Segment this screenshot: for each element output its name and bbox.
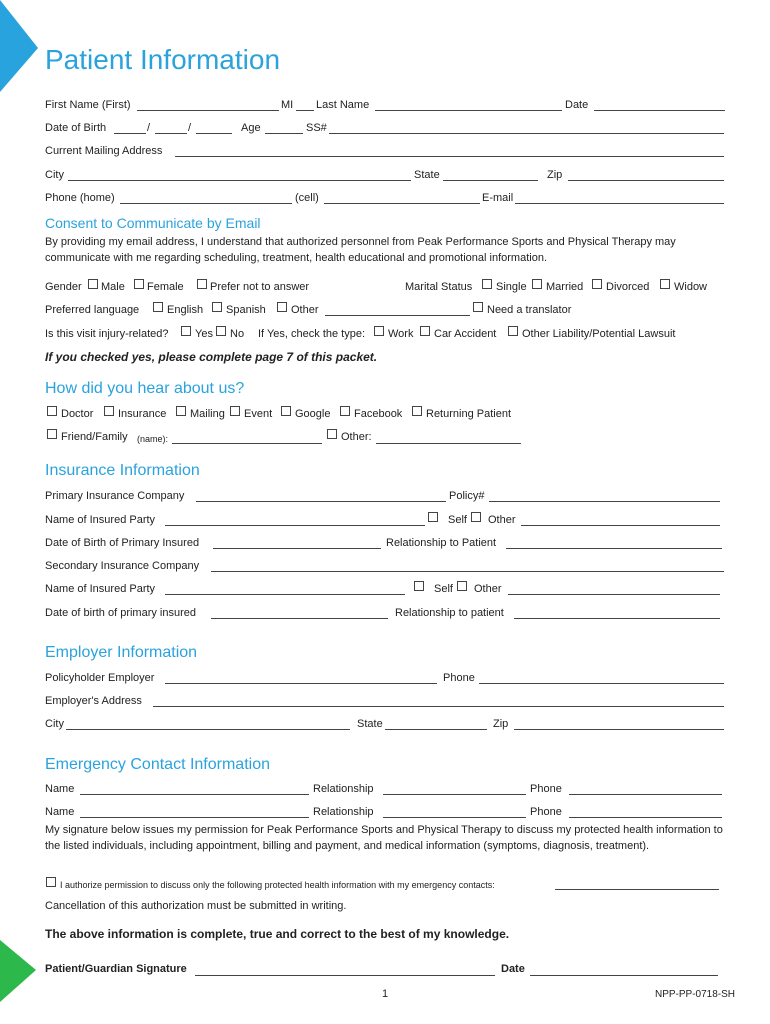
last-name-field[interactable] bbox=[375, 110, 562, 111]
hear-heading: How did you hear about us? bbox=[45, 380, 245, 397]
gender-female-checkbox[interactable] bbox=[134, 279, 144, 289]
injury-type-label: If Yes, check the type: bbox=[258, 328, 366, 340]
language-label: Preferred language bbox=[45, 304, 140, 316]
language-other-label: Other bbox=[291, 304, 319, 316]
insured-self-checkbox[interactable] bbox=[428, 512, 438, 522]
policyholder-field[interactable] bbox=[165, 683, 437, 684]
insured-party2-field[interactable] bbox=[165, 594, 405, 595]
insured-party-label: Name of Insured Party bbox=[45, 514, 156, 526]
emergency-name2-field[interactable] bbox=[80, 817, 309, 818]
language-spanish-checkbox[interactable] bbox=[212, 302, 222, 312]
gender-female-label: Female bbox=[147, 281, 184, 293]
mailing-field[interactable] bbox=[175, 156, 724, 157]
insured-party2-label: Name of Insured Party bbox=[45, 583, 156, 595]
corner-triangle-bottom bbox=[0, 940, 40, 1024]
emergency-relationship2-field[interactable] bbox=[383, 817, 526, 818]
insured-other-label: Other bbox=[488, 514, 516, 526]
injury-no-label: No bbox=[230, 328, 245, 340]
injury-liability-checkbox[interactable] bbox=[508, 326, 518, 336]
ssn-label: SS# bbox=[306, 122, 327, 134]
employer-state-field[interactable] bbox=[385, 729, 487, 730]
hear-insurance-checkbox[interactable] bbox=[104, 406, 114, 416]
email-field[interactable] bbox=[515, 203, 724, 204]
hear-google-label: Google bbox=[295, 408, 331, 420]
marital-widow-label: Widow bbox=[674, 281, 708, 293]
injury-car-checkbox[interactable] bbox=[420, 326, 430, 336]
emergency-name1-label: Name bbox=[45, 783, 75, 795]
relationship2-label: Relationship to patient bbox=[395, 607, 504, 619]
dob-slash: / bbox=[147, 122, 151, 134]
emergency-phone2-field[interactable] bbox=[569, 817, 722, 818]
insured-other-field[interactable] bbox=[521, 525, 720, 526]
injury-question: Is this visit injury-related? bbox=[45, 328, 169, 340]
hear-returning-label: Returning Patient bbox=[426, 408, 511, 420]
last-name-label: Last Name bbox=[316, 99, 370, 111]
hear-doctor-label: Doctor bbox=[61, 408, 94, 420]
injury-no-checkbox[interactable] bbox=[216, 326, 226, 336]
secondary-company-label: Secondary Insurance Company bbox=[45, 560, 200, 572]
dob-primary2-label: Date of birth of primary insured bbox=[45, 607, 197, 619]
dob-primary2-field[interactable] bbox=[211, 618, 388, 619]
employer-zip-field[interactable] bbox=[514, 729, 724, 730]
authorize-label: I authorize permission to discuss only the following protected health information with my emergency contacts: bbox=[60, 880, 495, 890]
employer-state-label: State bbox=[357, 718, 383, 730]
hear-friend-name-hint: (name): bbox=[137, 434, 169, 444]
ssn-field[interactable] bbox=[329, 133, 724, 134]
hear-friend-checkbox[interactable] bbox=[47, 429, 57, 439]
consent-heading: Consent to Communicate by Email bbox=[45, 215, 261, 231]
policy-label: Policy# bbox=[449, 490, 485, 502]
employer-zip-label: Zip bbox=[493, 718, 509, 730]
marital-single-label: Single bbox=[496, 281, 527, 293]
emergency-heading: Emergency Contact Information bbox=[45, 756, 270, 773]
emergency-phone1-label: Phone bbox=[530, 783, 562, 795]
policyholder-label: Policyholder Employer bbox=[45, 672, 155, 684]
insured-party-field[interactable] bbox=[165, 525, 425, 526]
language-spanish-label: Spanish bbox=[226, 304, 266, 316]
email-label: E-mail bbox=[482, 192, 514, 204]
cancellation-note: Cancellation of this authorization must be submitted in writing. bbox=[45, 900, 347, 912]
page-number: 1 bbox=[382, 988, 389, 1000]
phone-home-field[interactable] bbox=[120, 203, 292, 204]
employer-address-label: Employer's Address bbox=[45, 695, 142, 707]
hear-returning-checkbox[interactable] bbox=[412, 406, 422, 416]
zip-field[interactable] bbox=[568, 180, 724, 181]
authorize-field[interactable] bbox=[555, 889, 719, 890]
hear-mailing-checkbox[interactable] bbox=[176, 406, 186, 416]
consent-text: By providing my email address, I understand that authorized personnel from Peak Performance Sports and Physical Therapy may communicate with me regarding scheduling, treatment, health educational and promotional information. bbox=[45, 236, 676, 264]
hear-friend-label: Friend/Family bbox=[61, 431, 128, 443]
marital-divorced-checkbox[interactable] bbox=[592, 279, 602, 289]
state-label: State bbox=[414, 169, 440, 181]
emergency-phone2-label: Phone bbox=[530, 806, 562, 818]
primary-company-field[interactable] bbox=[196, 501, 446, 502]
insured2-self-label: Self bbox=[434, 583, 453, 595]
gender-prefer-not-label: Prefer not to answer bbox=[210, 281, 310, 293]
emergency-relationship1-field[interactable] bbox=[383, 794, 526, 795]
employer-city-field[interactable] bbox=[66, 729, 350, 730]
date-label: Date bbox=[565, 99, 589, 111]
translator-label: Need a translator bbox=[487, 304, 572, 316]
injury-work-label: Work bbox=[388, 328, 414, 340]
primary-company-label: Primary Insurance Company bbox=[45, 490, 185, 502]
marital-married-label: Married bbox=[546, 281, 584, 293]
city-label: City bbox=[45, 169, 64, 181]
state-field[interactable] bbox=[443, 180, 538, 181]
marital-divorced-label: Divorced bbox=[606, 281, 650, 293]
language-english-label: English bbox=[167, 304, 204, 316]
dob-label: Date of Birth bbox=[45, 122, 107, 134]
language-other-field[interactable] bbox=[325, 315, 470, 316]
dob-year-field[interactable] bbox=[196, 133, 232, 134]
city-field[interactable] bbox=[68, 180, 411, 181]
emergency-permission-text: My signature below issues my permission for Peak Performance Sports and Physical Therapy to discuss my protected health information to the listed individuals, including appointment, billing and payment, and medical information (symptoms, diagnosis, treatment). bbox=[45, 824, 723, 852]
mi-field[interactable] bbox=[296, 110, 314, 111]
injury-yes-checkbox[interactable] bbox=[181, 326, 191, 336]
translator-checkbox[interactable] bbox=[473, 302, 483, 312]
gender-male-checkbox[interactable] bbox=[88, 279, 98, 289]
mi-label: MI bbox=[281, 99, 294, 111]
authorize-checkbox[interactable] bbox=[46, 877, 56, 887]
employer-address-field[interactable] bbox=[153, 706, 724, 707]
hear-event-label: Event bbox=[244, 408, 273, 420]
marital-single-checkbox[interactable] bbox=[482, 279, 492, 289]
hear-insurance-label: Insurance bbox=[118, 408, 167, 420]
page7-note: If you checked yes, please complete page 7 of this packet. bbox=[45, 350, 378, 364]
form-code: NPP-PP-0718-SH bbox=[655, 989, 736, 1000]
injury-car-label: Car Accident bbox=[434, 328, 497, 340]
age-field[interactable] bbox=[265, 133, 303, 134]
hear-facebook-checkbox[interactable] bbox=[340, 406, 350, 416]
dob-primary-label: Date of Birth of Primary Insured bbox=[45, 537, 200, 549]
relationship-label: Relationship to Patient bbox=[386, 537, 497, 549]
insured-self-label: Self bbox=[448, 514, 467, 526]
dob-day-field[interactable] bbox=[155, 133, 187, 134]
date-field[interactable] bbox=[594, 110, 725, 111]
signature-label: Patient/Guardian Signature bbox=[45, 963, 187, 975]
first-name-field[interactable] bbox=[137, 110, 279, 111]
hear-other-label: Other: bbox=[341, 431, 372, 443]
cell-label: (cell) bbox=[295, 192, 319, 204]
dob-month-field[interactable] bbox=[114, 133, 146, 134]
relationship-field[interactable] bbox=[506, 548, 722, 549]
secondary-company-field[interactable] bbox=[211, 571, 724, 572]
hear-doctor-checkbox[interactable] bbox=[47, 406, 57, 416]
emergency-name1-field[interactable] bbox=[80, 794, 309, 795]
hear-event-checkbox[interactable] bbox=[230, 406, 240, 416]
phone-home-label: Phone (home) bbox=[45, 192, 115, 204]
marital-widow-checkbox[interactable] bbox=[660, 279, 670, 289]
hear-mailing-label: Mailing bbox=[190, 408, 225, 420]
hear-other-field[interactable] bbox=[376, 443, 521, 444]
dob-primary-field[interactable] bbox=[213, 548, 381, 549]
marital-married-checkbox[interactable] bbox=[532, 279, 542, 289]
employer-phone-label: Phone bbox=[443, 672, 475, 684]
injury-liability-label: Other Liability/Potential Lawsuit bbox=[522, 328, 676, 340]
zip-label: Zip bbox=[547, 169, 563, 181]
cell-field[interactable] bbox=[324, 203, 480, 204]
age-label: Age bbox=[241, 122, 261, 134]
hear-google-checkbox[interactable] bbox=[281, 406, 291, 416]
gender-male-label: Male bbox=[101, 281, 125, 293]
emergency-relationship1-label: Relationship bbox=[313, 783, 374, 795]
signature-field[interactable] bbox=[195, 975, 495, 976]
insured2-self-checkbox[interactable] bbox=[414, 581, 424, 591]
signature-date-field[interactable] bbox=[530, 975, 718, 976]
language-other-checkbox[interactable] bbox=[277, 302, 287, 312]
relationship2-field[interactable] bbox=[514, 618, 720, 619]
signature-date-label: Date bbox=[501, 963, 525, 975]
dob-slash: / bbox=[188, 122, 192, 134]
insured2-other-field[interactable] bbox=[508, 594, 720, 595]
gender-prefer-not-checkbox[interactable] bbox=[197, 279, 207, 289]
emergency-name2-label: Name bbox=[45, 806, 75, 818]
mailing-label: Current Mailing Address bbox=[45, 145, 163, 157]
employer-phone-field[interactable] bbox=[479, 683, 724, 684]
insurance-heading: Insurance Information bbox=[45, 462, 200, 479]
employer-heading: Employer Information bbox=[45, 644, 198, 661]
emergency-relationship2-label: Relationship bbox=[313, 806, 374, 818]
injury-work-checkbox[interactable] bbox=[374, 326, 384, 336]
hear-other-checkbox[interactable] bbox=[327, 429, 337, 439]
insured-other-checkbox[interactable] bbox=[471, 512, 481, 522]
completeness-statement: The above information is complete, true and correct to the best of my knowledge. bbox=[45, 927, 510, 941]
insured2-other-label: Other bbox=[474, 583, 502, 595]
hear-facebook-label: Facebook bbox=[354, 408, 403, 420]
corner-triangle-top bbox=[0, 0, 40, 95]
gender-label: Gender bbox=[45, 281, 82, 293]
page-title: Patient Information bbox=[45, 44, 281, 75]
employer-city-label: City bbox=[45, 718, 64, 730]
language-english-checkbox[interactable] bbox=[153, 302, 163, 312]
marital-label: Marital Status bbox=[405, 281, 473, 293]
first-name-label: First Name (First) bbox=[45, 99, 131, 111]
emergency-phone1-field[interactable] bbox=[569, 794, 722, 795]
hear-friend-field[interactable] bbox=[172, 443, 322, 444]
insured2-other-checkbox[interactable] bbox=[457, 581, 467, 591]
injury-yes-label: Yes bbox=[195, 328, 213, 340]
policy-field[interactable] bbox=[489, 501, 720, 502]
